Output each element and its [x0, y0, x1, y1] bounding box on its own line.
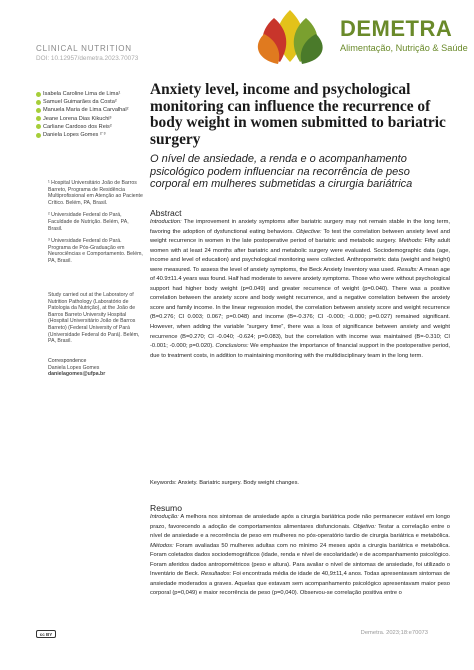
affiliation-3: ³ Universidade Federal do Pará. Programa de Pós-Graduação em Neurociências e Comportamento. Belém, PA, Brasil.	[48, 238, 143, 264]
author-name: Manuela Maria de Lima Carvalhal²	[43, 107, 129, 114]
resumo-text	[150, 513, 450, 599]
orcid-icon[interactable]	[36, 100, 41, 105]
author-list	[36, 90, 148, 139]
keywords	[150, 480, 450, 486]
author-name: Samuel Guimarães da Costa²	[43, 99, 117, 106]
logo-subtitle: Alimentação, Nutrição & Saúde	[340, 43, 468, 53]
abstract-methods-label: Methods:	[398, 238, 423, 245]
resumo-methods-label: Métodos:	[150, 542, 174, 549]
resumo-heading: Resumo	[150, 503, 182, 513]
journal-doi[interactable]: DOI: 10.12957/demetra.2023.70073	[36, 55, 139, 62]
orcid-icon[interactable]	[36, 124, 41, 129]
author-item	[36, 90, 148, 98]
logo-title: DEMETRA	[340, 16, 453, 41]
abstract-results-label: Results:	[396, 266, 418, 273]
keywords-label: Keywords:	[150, 480, 177, 486]
abstract-conclusions-label: Conclusions:	[215, 343, 249, 350]
correspondence-label: Correspondence	[48, 358, 87, 364]
footer-citation: Demetra. 2023;18:e70073	[360, 630, 428, 636]
orcid-icon[interactable]	[36, 133, 41, 138]
affiliation-2: ² Universidade Federal do Pará, Faculdade de Nutrição. Belém, PA, Brasil.	[48, 212, 129, 232]
correspondence	[48, 358, 144, 378]
orcid-icon[interactable]	[36, 116, 41, 121]
license-badge[interactable]	[36, 630, 56, 638]
abstract-intro-label: Introduction:	[150, 219, 182, 225]
abstract-objective-label: Objective:	[295, 228, 322, 235]
orcid-icon[interactable]	[36, 108, 41, 113]
journal-logo	[244, 6, 468, 68]
author-name: Jeane Lorena Dias Kikuchi³	[43, 115, 112, 122]
article-title: Anxiety level, income and psychological monitoring can influence the recurrence of body weight in women submitted to bariatric surgery	[150, 81, 446, 148]
abstract-objective: To test the correlation between anxiety level and weight recurrence in women in the late postoperative period of bariatric and metabolic surgery.	[150, 228, 450, 245]
leaf-logo-icon	[244, 6, 336, 66]
abstract-results: A mean age of 40.9±11.4 years was found. Half had moderate to severe anxiety symptoms. Those who were without psychological support had higher body weight (p=0.049) and greater recurrence of weight (p=0.040). There was a positive correlation between the anxiety score and body weight recurrence, and a negative correlation between the anxiety score and family income. In the linear regression model, the correlation between anxiety score and weight recurrence (B=0.276; CI 0.003; 0.067; p=0.048) and income (B=-0.376; CI -0.000; -0.000; p=0.027) remained significant. However, when adding the variable “surgery time”, there was a loss of significance between anxiety and weight recurrence (B=0.270; CI -0.040; -0.624; p=0.083), but the correlation with income was maintained (B=-0.310; CI -0.001; -0.000; p=0.020).	[150, 266, 450, 350]
abstract-conclusions: We emphasize the importance of financial support in the postoperative period, due to treatment costs, in addition to maintaining monitoring with the multidisciplinary team in the long term.	[150, 343, 450, 359]
abstract-methods: Fifty adult women with at least 24 months after bariatric and metabolic surgery were evaluated. Sociodemographic data (age, income and level of education) and psychological monitoring were collected. Anthropometric data (weight and height) were measured. To assess the level of anxiety symptoms, the Beck Anxiety Inventory was used.	[150, 238, 450, 273]
abstract-text	[150, 218, 450, 361]
author-name: Carliane Cardoso dos Reis²	[43, 123, 112, 130]
journal-section: CLINICAL NUTRITION	[36, 44, 132, 53]
orcid-icon[interactable]	[36, 92, 41, 97]
journal-header	[36, 44, 138, 62]
affiliation-1: ¹ Hospital Universitário João de Barros Barreto, Programa de Residência Multiprofissional em Atenção ao Paciente Crítico. Belém, PA, Brasil.	[48, 180, 143, 206]
keywords-text: Anxiety. Bariatric surgery. Body weight changes.	[176, 480, 300, 486]
cc-by-icon: cc BY	[36, 630, 56, 638]
author-item	[36, 106, 148, 114]
author-item	[36, 123, 148, 131]
resumo-results: Foi encontrada média de idade de 40,9±11,4 anos. Todas apresentavam sintomas de ansiedade moderados a graves. Aquelas que estavam sem acompanhamento psicológico apresentavam maior peso corporal (p=0,049) e maior recorrência de peso (p=0,040). Observou-se correlação positiva entre o	[150, 571, 450, 597]
author-item	[36, 131, 148, 139]
abstract-intro: The improvement in anxiety symptoms after bariatric surgery may not remain stable in the long term, favoring the adoption of dysfunctional eating behaviors.	[150, 219, 450, 235]
correspondence-name: Daniela Lopes Gomes	[48, 364, 100, 371]
article-title-portuguese: O nível de ansiedade, a renda e o acompanhamento psicológico podem influenciar na recorrência de peso corporal em mulheres submetidas a cirurgia bariátrica	[150, 153, 413, 191]
author-item	[36, 115, 148, 123]
resumo-objective-label: Objetivo:	[353, 523, 376, 530]
study-note-text: Study carried out at the Laboratory of Nutrition Pathology (Laboratório de Patologia da Nutrição), at the João de Barros Barreto University Hospital (Hospital Universitário João de Barros Barreto) (Federal University of Pará (Universidade Federal do Pará). Belém, PA, Brasil.	[48, 292, 140, 345]
author-name: Daniela Lopes Gomes ²˙³	[43, 132, 106, 139]
abstract-heading: Abstract	[150, 208, 182, 218]
resumo-objective: Testar a correlação entre o nível de ansiedade e a recorrência de peso em mulheres no pós-operatório tardio de cirurgia bariátrica e metabólica.	[150, 523, 450, 540]
resumo-results-label: Resultados:	[200, 571, 232, 578]
resumo-intro: A melhora nos sintomas de ansiedade após a cirurgia bariátrica pode não permanecer estável em longo prazo, favorecendo a adoção de comportamentos alimentares disfuncionais.	[150, 514, 450, 530]
author-item	[36, 98, 148, 106]
affiliations	[48, 180, 144, 271]
correspondence-email[interactable]: danielagomes@ufpa.br	[48, 371, 106, 378]
resumo-intro-label: Introdução:	[150, 514, 179, 520]
resumo-methods: Foram avaliadas 50 mulheres adultas com no mínimo 24 meses após a cirurgia bariátrica e metabólica. Foram coletados dados sociodemográficos (idade, renda e nível de escolaridade) e de acompanhamento psicológico. Foram aferidos dados antropométricos (peso e altura). Para avaliar o nível de sintomas de ansiedade, foi utilizado o Inventário de Beck.	[150, 542, 450, 578]
author-name: Isabela Caroline Lima de Lima¹	[43, 91, 121, 97]
study-note	[48, 292, 144, 351]
